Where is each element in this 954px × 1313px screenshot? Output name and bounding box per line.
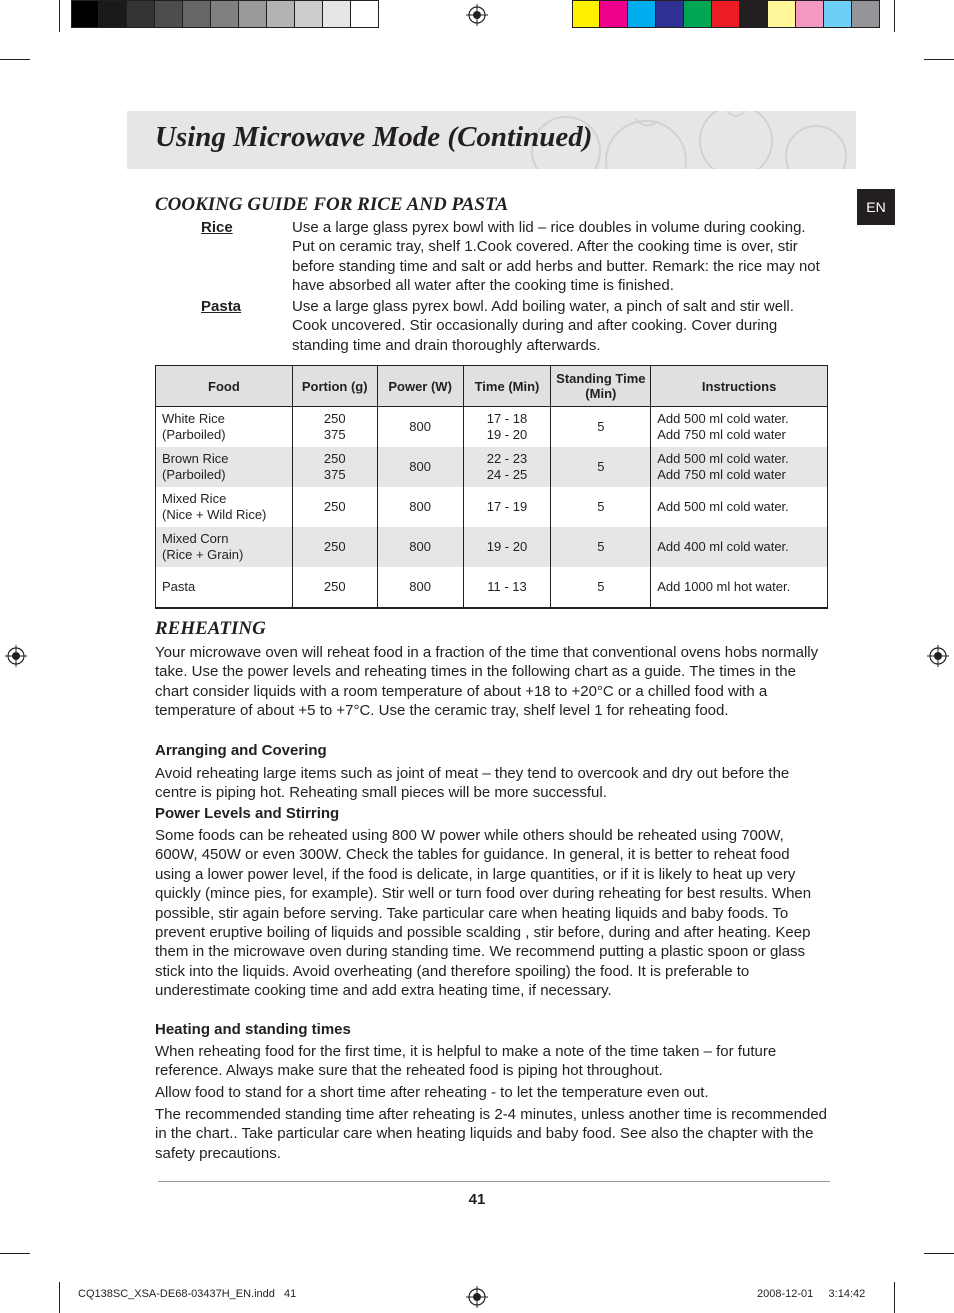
- color-swatch-bar: [572, 0, 880, 29]
- cell-instructions: [651, 527, 828, 567]
- crop-mark: [924, 59, 954, 60]
- registration-mark-icon: [466, 1286, 488, 1308]
- cell-text: Add 500 ml cold water.: [657, 451, 789, 466]
- grey-swatch: [99, 0, 127, 28]
- column-header-power: Power (W): [377, 366, 463, 407]
- cell-portion: [292, 447, 377, 487]
- column-header-instructions: Instructions: [651, 366, 828, 407]
- cell-text: 5: [597, 539, 605, 554]
- cell-power: [377, 567, 463, 608]
- arranging-heading: Arranging and Covering: [155, 742, 327, 759]
- cell-power: [377, 487, 463, 527]
- color-swatch: [656, 0, 684, 28]
- cell-text: 800: [409, 459, 431, 474]
- cell-text: 250: [323, 579, 346, 594]
- cell-instructions: [651, 447, 828, 487]
- crop-mark: [924, 1253, 954, 1254]
- cell-portion: [292, 527, 377, 567]
- cell-time: [463, 407, 551, 448]
- cell-power: [377, 527, 463, 567]
- cell-portion: [292, 567, 377, 608]
- grey-swatch: [351, 0, 379, 28]
- cell-text: Add 1000 ml hot water.: [657, 579, 791, 594]
- column-header-time: Time (Min): [463, 366, 551, 407]
- standing-times-text-2: Allow food to stand for a short time after reheating - to let the temperature even out.: [155, 1084, 709, 1101]
- standing-times-text-1: When reheating food for the first time, it is helpful to make a note of the time taken – for future reference. Always make sure that the reheated food is piping hot throughout.: [155, 1043, 777, 1080]
- cell-time: [463, 527, 551, 567]
- cell-text: 375: [323, 427, 346, 442]
- table-row: [156, 567, 828, 608]
- cell-time: [463, 447, 551, 487]
- cell-text: Add 400 ml cold water.: [657, 539, 789, 554]
- crop-mark: [894, 1282, 895, 1313]
- rice-label: Rice: [201, 219, 233, 236]
- cell-food: [156, 487, 293, 527]
- crop-mark: [0, 1253, 30, 1254]
- grey-swatch: [267, 0, 295, 28]
- grey-swatch: [323, 0, 351, 28]
- cell-text: 800: [409, 419, 431, 434]
- registration-mark-icon: [927, 645, 949, 667]
- rice-pasta-table: [155, 365, 828, 609]
- cell-text: 17 - 19: [486, 499, 528, 514]
- grey-swatch: [127, 0, 155, 28]
- column-header-food: Food: [156, 366, 293, 407]
- cooking-guide-heading: COOKING GUIDE FOR RICE AND PASTA: [155, 194, 509, 215]
- power-levels-heading: Power Levels and Stirring: [155, 805, 340, 822]
- cell-text: 22 - 23: [486, 451, 528, 466]
- cell-text: (Parboiled): [162, 427, 226, 442]
- cell-text: 5: [597, 499, 605, 514]
- cell-portion: [292, 407, 377, 448]
- cell-text: 250: [323, 451, 346, 466]
- cell-power: [377, 447, 463, 487]
- cell-text: 5: [597, 459, 605, 474]
- file-slug: CQ138SC_XSA-DE68-03437H_EN.indd 41: [78, 1288, 297, 1300]
- cell-text: 800: [409, 539, 431, 554]
- page-title: Using Microwave Mode (Continued): [155, 121, 593, 153]
- crop-mark: [59, 1282, 60, 1313]
- color-swatch: [600, 0, 628, 28]
- cell-text: 250: [323, 411, 346, 426]
- table-row: [156, 447, 828, 487]
- cell-standing: [551, 487, 651, 527]
- grey-swatch-bar: [71, 0, 379, 29]
- table-row: [156, 407, 828, 448]
- pasta-description: Use a large glass pyrex bowl. Add boiling water, a pinch of salt and stir well. Cook uncovered. Stir occasionally during and after cooking. Cover during standing time and drain thoroughly afterwards.: [292, 298, 794, 354]
- color-swatch: [684, 0, 712, 28]
- registration-mark-icon: [466, 4, 488, 26]
- arranging-text: Avoid reheating large items such as joint of meat – they tend to overcook and dry out before the centre is piping hot. Reheating small pieces will be more successful.: [155, 765, 790, 802]
- cell-text: 5: [597, 419, 605, 434]
- table-row: [156, 487, 828, 527]
- grey-swatch: [155, 0, 183, 28]
- color-swatch: [740, 0, 768, 28]
- reheating-intro: Your microwave oven will reheat food in a fraction of the time that conventional ovens hobs normally take. Use the power levels and reheating times in the following chart as a guide. The times in the chart consider liquids with a room temperature of about +18 to +20°C or a chilled food with a temperature of about +5 to +7°C. Use the ceramic tray, shelf level 1 for reheating food.: [155, 644, 819, 720]
- grey-swatch: [183, 0, 211, 28]
- cell-text: Pasta: [162, 579, 196, 594]
- cell-text: 375: [323, 467, 346, 482]
- cell-text: (Parboiled): [162, 467, 226, 482]
- column-header-portion: Portion (g): [292, 366, 377, 407]
- cell-time: [463, 487, 551, 527]
- cell-text: Mixed Corn: [162, 531, 229, 546]
- cell-text: 19 - 20: [486, 427, 528, 442]
- color-swatch: [712, 0, 740, 28]
- cell-standing: [551, 447, 651, 487]
- reheating-heading: REHEATING: [155, 618, 266, 639]
- cell-text: 17 - 18: [486, 411, 528, 426]
- cell-food: [156, 567, 293, 608]
- cell-text: 5: [597, 579, 605, 594]
- language-tab: EN: [857, 189, 895, 225]
- grey-swatch: [211, 0, 239, 28]
- standing-times-heading: Heating and standing times: [155, 1021, 351, 1038]
- table-header-row: [156, 366, 828, 407]
- crop-mark: [59, 0, 60, 32]
- cell-instructions: [651, 567, 828, 608]
- page-header-banner: [127, 111, 856, 169]
- cell-text: Add 750 ml cold water: [657, 467, 786, 482]
- cell-text: Add 500 ml cold water.: [657, 411, 789, 426]
- cell-text: 19 - 20: [486, 539, 528, 554]
- cell-food: [156, 407, 293, 448]
- grey-swatch: [295, 0, 323, 28]
- cell-standing: [551, 527, 651, 567]
- cell-text: 24 - 25: [486, 467, 528, 482]
- cell-instructions: [651, 407, 828, 448]
- cell-food: [156, 447, 293, 487]
- registration-mark-icon: [5, 645, 27, 667]
- cell-text: Mixed Rice: [162, 491, 227, 506]
- cell-text: Add 750 ml cold water: [657, 427, 786, 442]
- color-swatch: [852, 0, 880, 28]
- color-swatch: [628, 0, 656, 28]
- table-row: [156, 527, 828, 567]
- cell-instructions: [651, 487, 828, 527]
- cell-text: Brown Rice: [162, 451, 229, 466]
- standing-times-text-3: The recommended standing time after reheating is 2-4 minutes, unless another time is recommended in the chart.. Take particular care when heating liquids and baby food. See also the chapter with the safety precautions.: [155, 1106, 828, 1162]
- cell-text: (Rice + Grain): [162, 547, 244, 562]
- grey-swatch: [239, 0, 267, 28]
- color-swatch: [796, 0, 824, 28]
- cell-standing: [551, 407, 651, 448]
- cell-text: 800: [409, 579, 431, 594]
- color-swatch: [768, 0, 796, 28]
- color-swatch: [572, 0, 600, 28]
- cell-text: 250: [323, 499, 346, 514]
- cell-text: 800: [409, 499, 431, 514]
- cell-portion: [292, 487, 377, 527]
- date-slug: 2008-12-01 3:14:42: [757, 1288, 866, 1300]
- cell-time: [463, 567, 551, 608]
- page-number: 41: [468, 1191, 486, 1208]
- crop-mark: [894, 0, 895, 32]
- rice-description: Use a large glass pyrex bowl with lid – rice doubles in volume during cooking. Put on ceramic tray, shelf 1.Cook covered. After the cooking time is over, stir before standing time and salt or add herbs and butter. Remark: the rice may not have absorbed all water after the cooking time is finished.: [292, 219, 820, 295]
- cell-food: [156, 527, 293, 567]
- power-levels-text: Some foods can be reheated using 800 W power while others should be reheated using 700W, 600W, 450W or even 300W. Check the tables for guidance. In general, it is better to reheat food using a lower power level, if the food is delicate, in large quantities, or if it is likely to heat up very quickly (mince pies, for example). Stir well or turn food over during reheating for best results. When possible, stir again before serving. Take particular care when heating liquids and baby foods. To prevent eruptive boiling of liquids and possible scalding , stir before, during and after heating. Keep them in the microwave oven during standing time. We recommend putting a plastic spoon or glass stick into the liquids. Avoid overheating (and therefore spoiling) the food. It is preferable to underestimate cooking time and add extra heating time, if necessary.: [155, 827, 812, 1000]
- pasta-label: Pasta: [201, 298, 242, 315]
- cell-text: (Nice + Wild Rice): [162, 507, 267, 522]
- cell-text: 250: [323, 539, 346, 554]
- cell-power: [377, 407, 463, 448]
- cell-text: Add 500 ml cold water.: [657, 499, 789, 514]
- cell-text: White Rice: [162, 411, 225, 426]
- cell-standing: [551, 567, 651, 608]
- color-swatch: [824, 0, 852, 28]
- footer-divider: [158, 1181, 830, 1182]
- cell-text: 11 - 13: [487, 579, 527, 594]
- grey-swatch: [71, 0, 99, 28]
- column-header-standing: Standing Time (Min): [551, 366, 651, 407]
- crop-mark: [0, 59, 30, 60]
